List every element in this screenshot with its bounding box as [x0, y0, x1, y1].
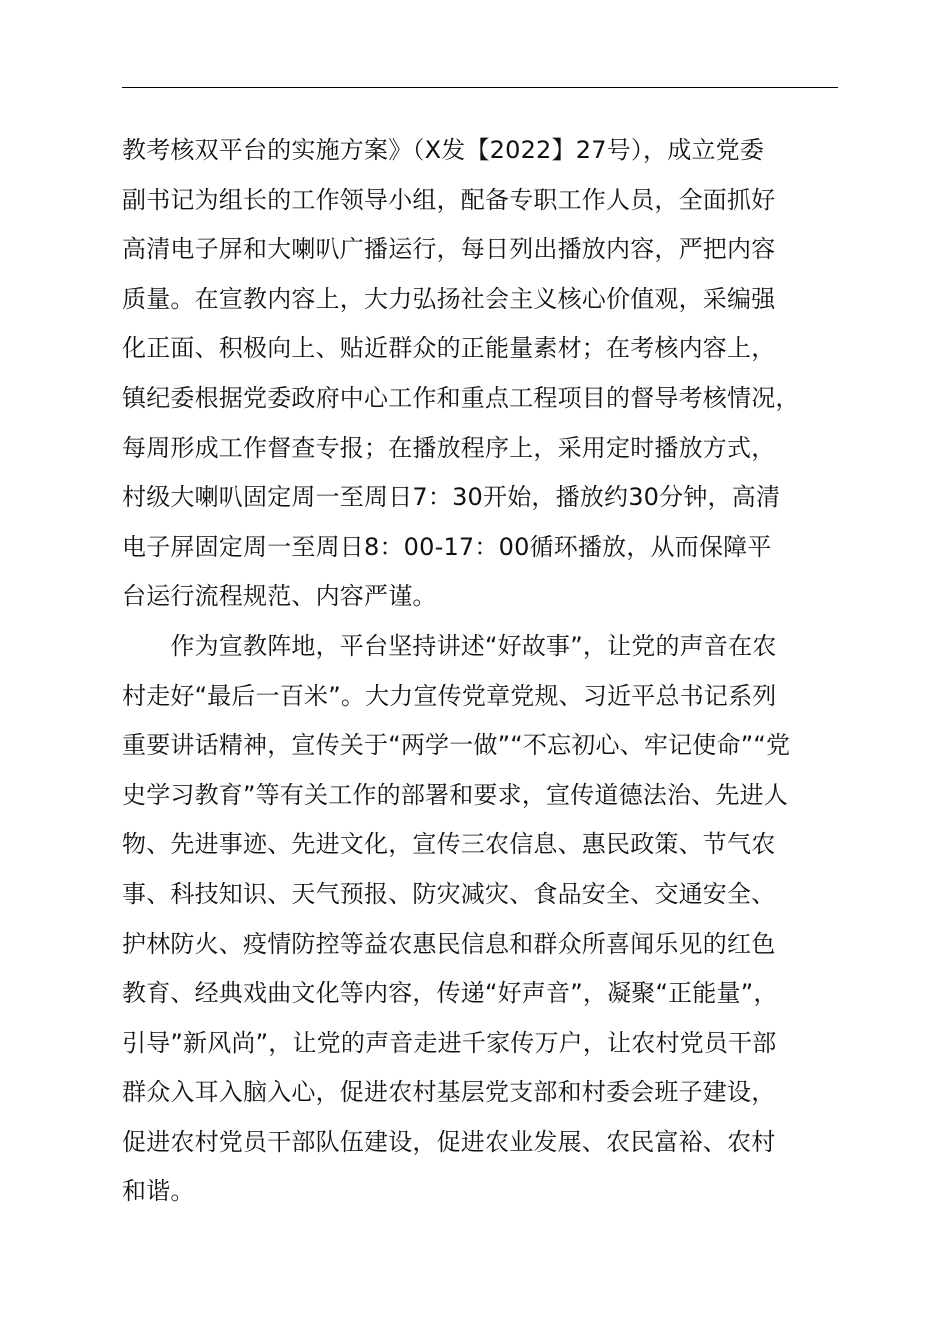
text-line: 物、先进事迹、先进文化，宣传三农信息、惠民政策、节气农	[122, 830, 776, 859]
text-line: 化正面、积极向上、贴近群众的正能量素材；在考核内容上，	[122, 334, 776, 363]
text-line: 每周形成工作督查专报；在播放程序上，采用定时播放方式，	[122, 433, 776, 462]
text-line: 引导”新风尚”，让党的声音走进千家传万户，让农村党员干部	[122, 1028, 777, 1057]
text-line: 促进农村党员干部队伍建设，促进农业发展、农民富裕、农村	[122, 1127, 776, 1156]
paragraph-1	[122, 126, 882, 622]
text-line: 村级大喇叭固定周一至周日7：30开始，播放约30分钟，高清	[122, 483, 781, 512]
header-rule	[122, 87, 838, 88]
text-line: 群众入耳入脑入心，促进农村基层党支部和村委会班子建设，	[122, 1078, 776, 1107]
text-line: 电子屏固定周一至周日8：00-17：00循环播放，从而保障平	[122, 532, 772, 561]
text-line: 副书记为组长的工作领导小组，配备专职工作人员，全面抓好	[122, 185, 776, 214]
text-line: 事、科技知识、天气预报、防灾减灾、食品安全、交通安全、	[122, 879, 776, 908]
text-line: 镇纪委根据党委政府中心工作和重点工程项目的督导考核情况，	[122, 383, 800, 412]
text-line: 护林防火、疫情防控等益农惠民信息和群众所喜闻乐见的红色	[122, 929, 776, 958]
text-line: 质量。在宣教内容上，大力弘扬社会主义核心价值观，采编强	[122, 284, 776, 313]
text-line: 教育、经典戏曲文化等内容，传递“好声音”，凝聚“正能量”，	[122, 979, 778, 1008]
document-body	[122, 126, 882, 1217]
text-line: 史学习教育”等有关工作的部署和要求，宣传道德法治、先进人	[122, 780, 789, 809]
paragraph-2	[122, 622, 882, 1217]
text-line: 作为宣教阵地，平台坚持讲述“好故事”，让党的声音在农	[122, 631, 777, 660]
text-line: 高清电子屏和大喇叭广播运行，每日列出播放内容，严把内容	[122, 235, 776, 264]
text-line: 村走好“最后一百米”。大力宣传党章党规、习近平总书记系列	[122, 681, 777, 710]
text-line: 和谐。	[122, 1177, 195, 1206]
text-line: 教考核双平台的实施方案》（X发【2022】27号），成立党委	[122, 136, 765, 164]
text-line: 重要讲话精神，宣传关于“两学一做”“不忘初心、牢记使命”“党	[122, 731, 791, 760]
text-line: 台运行流程规范、内容严谨。	[122, 582, 437, 611]
